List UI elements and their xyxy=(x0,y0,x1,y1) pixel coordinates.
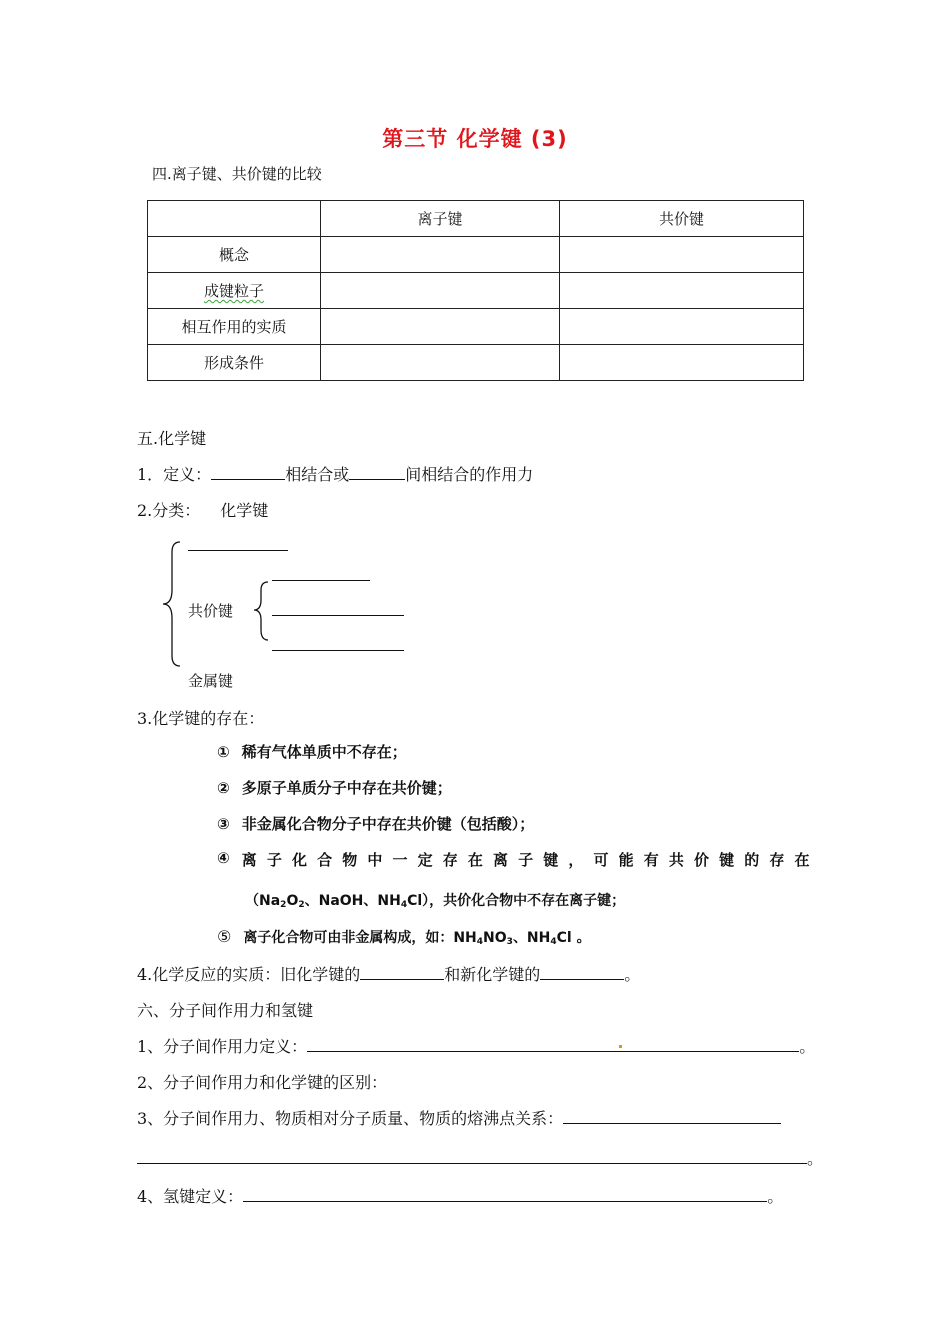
item-char: 键 xyxy=(543,851,559,869)
item-char: 在 xyxy=(794,851,810,869)
table-header-cell: 共价键 xyxy=(560,201,804,237)
subscript: 4 xyxy=(550,937,557,947)
table-cell-blank[interactable] xyxy=(560,345,804,381)
existence-item-3 xyxy=(217,813,534,834)
table-header-cell: 离子键 xyxy=(321,201,560,237)
item-text xyxy=(243,930,590,946)
covalent-label: 共价键 xyxy=(188,602,234,620)
covalent-blank-2[interactable] xyxy=(272,615,404,616)
reaction-blank-2[interactable] xyxy=(540,963,624,980)
section6-heading: 六、分子间作用力和氢键 xyxy=(137,1001,314,1020)
q2-line xyxy=(137,1070,387,1093)
item-char: 共 xyxy=(668,851,684,869)
table-row-label: 相互作用的实质 xyxy=(148,309,321,345)
q2-label: 2、分子间作用力和化学键的区别： xyxy=(137,1073,388,1092)
item-char: 存 xyxy=(442,851,458,869)
item-text: 稀有气体单质中不存在； xyxy=(241,743,407,761)
item-text: 非金属化合物分子中存在共价键（包括酸）； xyxy=(241,815,535,833)
item-number: ③ xyxy=(217,815,230,833)
section5-heading: 五.化学键 xyxy=(137,429,207,448)
table-cell-blank[interactable] xyxy=(321,309,560,345)
existence-item-1 xyxy=(217,741,407,762)
table-cell-blank[interactable] xyxy=(321,273,560,309)
reaction-mid: 和新化学键的 xyxy=(444,965,541,984)
reaction-blank-1[interactable] xyxy=(360,963,444,980)
item-number: ① xyxy=(217,743,230,761)
item-char: 化 xyxy=(291,851,307,869)
subscript: 4 xyxy=(476,937,484,947)
classification-blank-1[interactable] xyxy=(188,550,288,551)
outer-brace xyxy=(163,542,180,666)
table-header-cell xyxy=(148,201,321,237)
section4-heading: 四.离子键、共价键的比较 xyxy=(152,165,322,183)
item-char: 可 xyxy=(593,851,609,869)
definition-suffix: 间相结合的作用力 xyxy=(405,465,534,484)
existence-heading: 3.化学键的存在： xyxy=(137,709,265,728)
definition-line xyxy=(137,462,533,485)
subscript: 4 xyxy=(400,900,408,910)
table-cell-blank[interactable] xyxy=(560,237,804,273)
existence-item-2 xyxy=(217,777,452,798)
item-char: 子 xyxy=(266,851,282,869)
item-char: 价 xyxy=(693,851,709,869)
comparison-table xyxy=(147,200,804,381)
item-char: 离 xyxy=(492,851,508,869)
definition-prefix: 1．定义： xyxy=(137,465,212,484)
definition-blank-2[interactable] xyxy=(349,463,405,480)
q1-label: 1、分子间作用力定义： xyxy=(137,1037,308,1056)
table-row-label: 概念 xyxy=(148,237,321,273)
item-char: 存 xyxy=(769,851,785,869)
q4-blank[interactable] xyxy=(243,1185,767,1202)
item-char: 合 xyxy=(317,851,333,869)
reaction-prefix: 4.化学反应的实质：旧化学键的 xyxy=(137,965,361,984)
reaction-suffix: 。 xyxy=(624,965,641,984)
definition-mid: 相结合或 xyxy=(285,465,350,484)
item-text xyxy=(242,849,810,870)
table-cell-blank[interactable] xyxy=(560,273,804,309)
text-part: Cl 。 xyxy=(556,930,591,946)
item-char: ， xyxy=(568,851,584,869)
item-char: 键 xyxy=(719,851,735,869)
item-char: 物 xyxy=(342,851,358,869)
text-part: （Na xyxy=(245,893,281,909)
q3-end: 。 xyxy=(807,1149,824,1168)
existence-item-4-continued xyxy=(245,890,625,910)
marker-dot xyxy=(619,1045,622,1048)
existence-item-4 xyxy=(217,849,810,870)
table-row xyxy=(148,309,804,345)
item-number: ④ xyxy=(217,849,230,867)
item-char: 的 xyxy=(744,851,760,869)
definition-blank-1[interactable] xyxy=(211,463,285,480)
q1-blank[interactable] xyxy=(307,1035,799,1052)
q1-end: 。 xyxy=(799,1037,816,1056)
covalent-blank-1[interactable] xyxy=(272,580,370,581)
table-header-row xyxy=(148,201,804,237)
item-char: 能 xyxy=(618,851,634,869)
item-char: 离 xyxy=(241,851,257,869)
table-cell-blank[interactable] xyxy=(321,345,560,381)
table-row xyxy=(148,237,804,273)
reaction-line xyxy=(137,962,640,985)
item-char: 子 xyxy=(518,851,534,869)
q1-line xyxy=(137,1034,815,1057)
classification-label: 化学键 xyxy=(220,501,269,520)
text-part: Cl），共价化合物中不存在离子键； xyxy=(407,893,626,909)
classification-prefix: 2.分类： xyxy=(137,501,201,520)
table-row-label: 形成条件 xyxy=(148,345,321,381)
q3-blank-2[interactable] xyxy=(137,1147,807,1164)
q3-continuation xyxy=(137,1146,823,1169)
subscript: 2 xyxy=(298,900,305,910)
text-part: 、NaOH、NH xyxy=(304,893,401,909)
inner-brace xyxy=(254,582,268,640)
table-cell-blank[interactable] xyxy=(560,309,804,345)
table-row xyxy=(148,345,804,381)
text-part: 、NH xyxy=(512,930,551,946)
page-title: 第三节 化学键 (3) xyxy=(382,127,568,151)
item-char: 有 xyxy=(643,851,659,869)
subscript: 3 xyxy=(506,937,513,947)
metallic-label: 金属键 xyxy=(188,672,234,690)
table-cell-blank[interactable] xyxy=(321,237,560,273)
text-part: NO xyxy=(483,930,507,946)
q3-label: 3、分子间作用力、物质相对分子质量、物质的熔沸点关系： xyxy=(137,1109,564,1128)
item-char: 一 xyxy=(392,851,408,869)
q3-blank-1[interactable] xyxy=(563,1107,781,1124)
text-part: 离子化合物可由非金属构成，如：NH xyxy=(243,930,477,946)
subscript: 2 xyxy=(280,900,287,910)
item-char: 中 xyxy=(367,851,383,869)
q4-line xyxy=(137,1184,783,1207)
item-number: ⑤ xyxy=(217,927,232,946)
table-row xyxy=(148,273,804,309)
classification-line xyxy=(137,498,268,521)
item-char: 在 xyxy=(467,851,483,869)
table-row-label: 成键粒子 xyxy=(148,273,321,309)
q4-end: 。 xyxy=(767,1187,784,1206)
text-part: O xyxy=(286,893,299,909)
item-text: 多原子单质分子中存在共价键； xyxy=(241,779,452,797)
item-char: 定 xyxy=(417,851,433,869)
existence-item-5 xyxy=(217,927,591,947)
item-number: ② xyxy=(217,779,230,797)
q4-label: 4、氢键定义： xyxy=(137,1187,244,1206)
q3-line xyxy=(137,1106,781,1129)
covalent-blank-3[interactable] xyxy=(272,650,404,651)
